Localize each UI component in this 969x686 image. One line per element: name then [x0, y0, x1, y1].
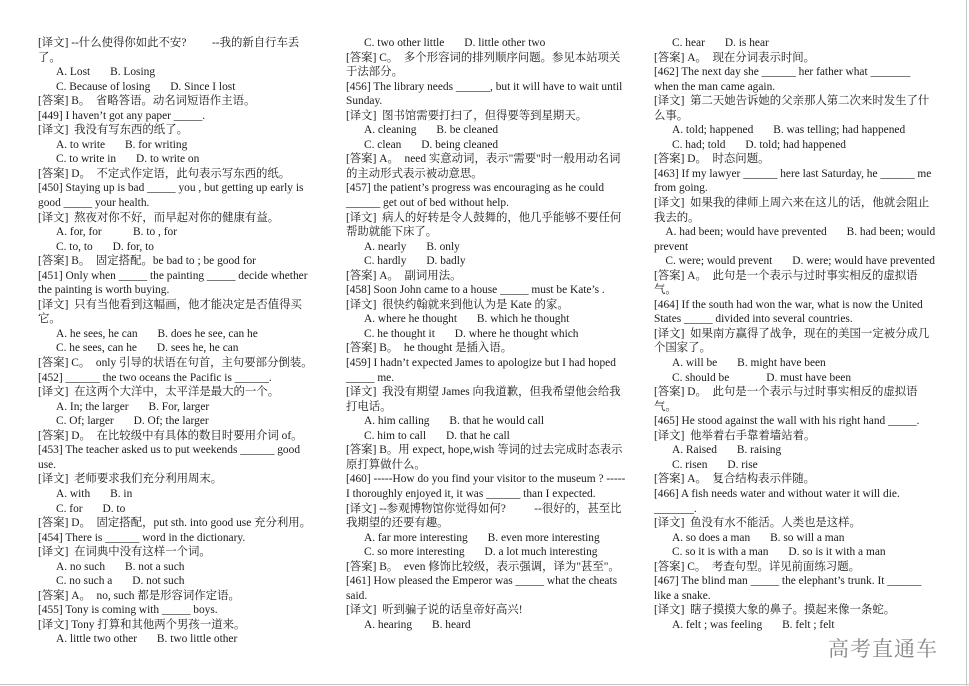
document-text-line: [译文] 第二天她告诉她的父亲那人第二次来时发生了什么事。	[654, 95, 930, 122]
document-text-line: [译文] 鱼没有水不能活。人类也是这样。	[654, 517, 861, 530]
answer-options: C. should be D. must have been	[672, 371, 852, 384]
document-text-line: [答案] D。 不定式作定语，此句表示写东西的纸。	[38, 167, 291, 180]
document-text-line: [译文] 只有当他看到这幅画，他才能决定是否值得买它。	[38, 298, 302, 326]
answer-options: A. with B. in	[56, 487, 133, 500]
document-text-line: [449] I haven’t got any paper _____.	[38, 109, 206, 122]
answer-options: C. so more interesting D. a lot much interesting	[364, 546, 598, 559]
document-text-line: [答案] D。 固定搭配，put sth. into good use 充分利用。	[38, 517, 312, 530]
document-text-line: [答案] D。 时态问题。	[654, 153, 770, 166]
answer-options: C. no such a D. not such	[56, 575, 185, 588]
answer-options: A. for, for B. to , for	[56, 226, 178, 239]
answer-options: C. him to call D. that he call	[364, 429, 510, 442]
document-text-line: [454] There is ______ word in the dictionary.	[38, 531, 246, 544]
answer-options: C. he sees, can he D. sees he, he can	[56, 342, 239, 355]
watermark-text: 高考直通车	[828, 637, 938, 661]
answer-options: A. Raised B. raising	[672, 444, 782, 457]
document-text-line: [467] The blind man _____ the elephant’s trunk. It ______ like a snake.	[654, 575, 925, 602]
document-text-line: [答案] A。 此句是一个表示与过时事实相反的虚拟语气。	[654, 269, 918, 297]
column-middle	[346, 36, 628, 632]
document-text-line: [译文] 在词典中没有这样一个词。	[38, 546, 211, 559]
answer-options: C. Of; larger D. Of; the larger	[56, 415, 209, 428]
document-text-line: [答案] A。 need 实意动词，表示"需要"时一般用动名词的主动形式表示被动意思。	[346, 153, 621, 180]
answer-options: C. two other little D. little other two	[364, 37, 546, 49]
document-text-line: [答案] C。 only 引导的状语在句首，主句要部分倒装。	[38, 357, 313, 370]
column-left	[38, 36, 320, 647]
document-text-line: [译文] 我没有期望 James 向我道歉，但我希望他会给我打电话。	[346, 386, 621, 413]
document-text-line: [答案] C。 考查句型。详见前面练习题。	[654, 560, 860, 573]
document-text-line: [461] How pleased the Emperor was _____ what the cheats said.	[346, 575, 620, 602]
document-text-line: [464] If the south had won the war, what is now the United States _____ divided into several countries.	[654, 298, 926, 326]
answer-options: C. for D. to	[56, 502, 126, 515]
document-text-line: [465] He stood against the wall with his right hand _____.	[654, 415, 920, 428]
answer-options: C. had; told D. told; had happened	[672, 138, 846, 151]
document-text-line: [455] Tony is coming with _____ boys.	[38, 604, 218, 617]
answer-options: A. felt ; was feeling B. felt ; felt	[672, 618, 835, 631]
document-text-line: [答案] B。 固定搭配。be bad to ; be good for	[38, 255, 256, 268]
document-text-line: [答案] D。 在比较级中有具体的数目时要用介词 of。	[38, 429, 303, 442]
answer-options: C. risen D. rise	[672, 458, 758, 471]
document-text-line: [答案] D。 此句是一个表示与过时事实相反的虚拟语气。	[654, 386, 918, 413]
document-text-line: [答案] B。 省略答语。动名词短语作主语。	[38, 95, 256, 108]
document-text-line: [译文] 如果南方赢得了战争，现在的美国一定被分成几个国家了。	[654, 327, 930, 355]
document-text-line: [译文] 我没有写东西的纸了。	[38, 124, 188, 137]
document-text-line: [译文] 熬夜对你不好，而早起对你的健康有益。	[38, 211, 280, 224]
document-text-line: [译文] 在这两个大洋中，太平洋是最大的一个。	[38, 386, 280, 399]
answer-options: A. no such B. not a such	[56, 560, 185, 573]
document-text-line: [答案] B。用 expect, hope,wish 等词的过去完成时态表示原打算做什么。	[346, 444, 623, 471]
document-text-line: [462] The next day she ______ her father what _______ when the man came again.	[654, 66, 914, 93]
answer-options: C. Because of losing D. Since I lost	[56, 80, 236, 93]
answer-options: A. little two other B. two little other	[56, 633, 238, 646]
document-text-line: A. had been; would have prevented B. had been; would prevent	[654, 226, 939, 253]
answer-options: C. clean D. being cleaned	[364, 138, 499, 151]
answer-options: A. Lost B. Losing	[56, 66, 156, 79]
answer-options: C. he thought it D. where he thought which	[364, 327, 579, 340]
answer-options: A. to write B. for writing	[56, 138, 188, 151]
document-text-line: [译文] 老师要求我们充分利用周末。	[38, 473, 223, 486]
document-text-line: [答案] B。 even 修饰比较级，表示强调，译为"甚至"。	[346, 560, 620, 573]
page-border-bottom	[0, 684, 969, 685]
document-text-line: [466] A fish needs water and without water it will die. _______.	[654, 487, 903, 515]
document-text-line: [译文] 如果我的律师上周六来在这儿的话，他就会阻止我去的。	[654, 197, 930, 224]
document-text-line: [答案] A。 副词用法。	[346, 269, 462, 282]
column-right	[654, 36, 939, 632]
answer-options: A. him calling B. that he would call	[364, 415, 545, 428]
answer-options: A. In; the larger B. For, larger	[56, 400, 210, 413]
document-text-line: [456] The library needs ______, but it will have to wait until Sunday.	[346, 80, 626, 108]
document-text-line: [答案] A。 no, such 都是形容词作定语。	[38, 589, 240, 602]
document-text-line: [459] I hadn’t expected James to apologize but I had hoped _____ me.	[346, 357, 619, 384]
answer-options: A. nearly B. only	[364, 240, 460, 253]
answer-options: A. cleaning B. be cleaned	[364, 124, 499, 137]
document-text-line: [译文] 瞎子摸摸大象的鼻子。摸起来像一条蛇。	[654, 604, 896, 617]
document-text-line: [457] the patient’s progress was encouraging as he could ______ get out of bed without help.	[346, 182, 607, 210]
answer-options: A. where he thought B. which he thought	[364, 313, 570, 326]
document-text-line: [463] If my lawyer ______ here last Saturday, he ______ me from going.	[654, 167, 935, 195]
document-text-line: [450] Staying up is bad _____ you , but getting up early is good _____ your health.	[38, 182, 307, 210]
answer-options: A. told; happened B. was telling; had happened	[672, 124, 906, 137]
document-text-line: [答案] B。 he thought 是插入语。	[346, 342, 513, 355]
document-text-line: C. were; would prevent D. were; would have prevented	[654, 255, 935, 268]
document-text-line: [译文] 很快约翰就来到他认为是 Kate 的家。	[346, 298, 569, 311]
document-text-line: [译文] 病人的好转是令人鼓舞的，他几乎能够不要任何帮助就能下床了。	[346, 211, 622, 239]
document-text-line: [译文] 图书馆需要打扫了，但得要等到星期天。	[346, 109, 588, 122]
document-text-line: [答案] A。 现在分词表示时间。	[654, 51, 816, 64]
answer-options: A. hearing B. heard	[364, 618, 471, 631]
document-text-line: [译文] 听到骗子说的话皇帝好高兴!	[346, 604, 523, 617]
answer-options: A. far more interesting B. even more interesting	[364, 531, 600, 544]
document-text-line: [460] -----How do you find your visitor to the museum ? -----I thoroughly enjoyed it, it was ______ than I expected.	[346, 473, 626, 500]
answer-options: C. to write in D. to write on	[56, 153, 200, 166]
document-text-line: [译文] 他举着右手靠着墙站着。	[654, 429, 816, 442]
page-border-right	[966, 0, 967, 686]
document-text-line: [译文] --参观博物馆你觉得如何? --很好的，甚至比我期望的还要有趣。	[346, 502, 622, 530]
document-text-line: [答案] C。 多个形容词的排列顺序问题。参见本站项关于法部分。	[346, 51, 621, 79]
answer-options: A. will be B. might have been	[672, 357, 826, 370]
answer-options: C. hear D. is hear	[672, 37, 769, 49]
answer-options: A. so does a man B. so will a man	[672, 531, 845, 544]
answer-options: C. hardly D. badly	[364, 255, 466, 268]
document-text-line: [答案] A。 复合结构表示伴随。	[654, 473, 816, 486]
answer-options: A. he sees, he can B. does he see, can he	[56, 327, 258, 340]
answer-options: C. to, to D. for, to	[56, 240, 154, 253]
document-text-line: [452] ______ the two oceans the Pacific is ______.	[38, 371, 272, 384]
answer-options: C. so it is with a man D. so is it with a man	[672, 546, 886, 559]
document-text-line: [458] Soon John came to a house _____ must be Kate’s .	[346, 284, 605, 297]
document-text-line: [译文] Tony 打算和其他两个男孩一道来。	[38, 618, 246, 631]
document-text-line: [451] Only when _____ the painting _____ decide whether the painting is worth buying.	[38, 269, 311, 297]
document-text-line: [453] The teacher asked us to put weekends ______ good use.	[38, 444, 303, 471]
document-text-line: [译文] --什么使得你如此不安? --我的新自行车丢了。	[38, 37, 300, 64]
